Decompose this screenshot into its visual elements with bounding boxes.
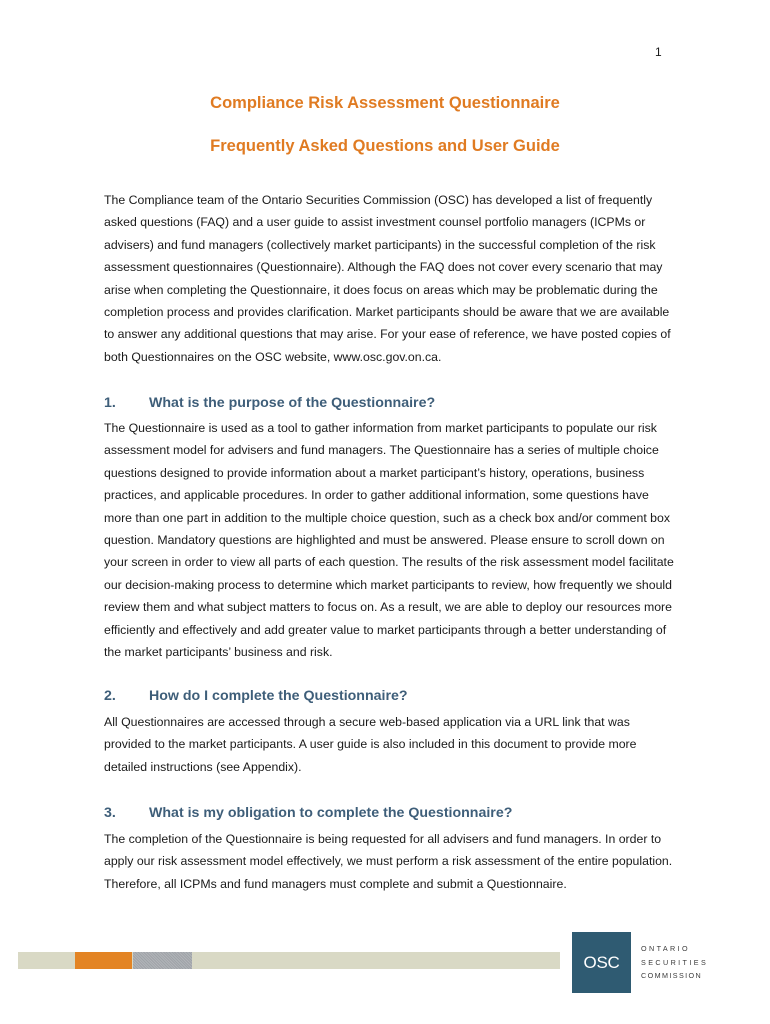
section-number: 3.	[104, 805, 116, 821]
footer-decorative-bar	[18, 952, 560, 969]
section-body-1: The Questionnaire is used as a tool to gather information from market participants to populate our risk assessment model for advisers and fund managers. The Questionnaire has a series of multiple choice questions designed to provide information about a market participant’s history, operations, business practices, and applicable procedures. In order to gather additional information, some questions have more than one part in addition to the multiple choice question, such as a check box and/or comment box question. Mandatory questions are highlighted and must be answered. Please ensure to scroll down on your screen in order to view all parts of each question. The results of the risk assessment model facilitate our decision-making process to determine which market participants to review, how frequently we should review them and what subject matters to focus on. As a result, we are able to deploy our resources more efficiently and effectively and add greater value to market participants through a better understanding of the market participants’ business and risk.	[104, 421, 674, 660]
intro-paragraph: The Compliance team of the Ontario Securities Commission (OSC) has developed a list of frequently asked questions (FAQ) and a user guide to assist investment counsel portfolio managers (ICPMs or advisers) and fund managers (collectively market participants) in the successful completion of the risk assessment questionnaires (Questionnaire). Although the FAQ does not cover every scenario that may arise when completing the Questionnaire, it does focus on areas which may be problematic during the completion process and provides clarification. Market participants should be aware that we are available to answer any additional questions that may arise. For your ease of reference, we have posted copies of both Questionnaires on the OSC website, www.osc.gov.on.ca.	[104, 193, 671, 364]
section-number: 2.	[104, 688, 116, 704]
section-title: What is my obligation to complete the Questionnaire?	[149, 805, 513, 821]
logo-text-ontario: ONTARIO	[641, 944, 691, 953]
logo-text-securities: SECURITIES	[641, 958, 709, 967]
footer-bar-orange-segment	[75, 952, 132, 969]
section-title: What is the purpose of the Questionnaire?	[149, 395, 436, 411]
section-number: 1.	[104, 395, 116, 411]
section-heading-2	[104, 688, 408, 704]
osc-logo-abbr: OSC	[583, 952, 620, 972]
section-heading-3	[104, 805, 512, 821]
section-heading-1	[104, 395, 435, 411]
osc-logo	[572, 932, 631, 993]
section-body-3: The completion of the Questionnaire is being requested for all advisers and fund managers. In order to apply our risk assessment model effectively, we must perform a risk assessment of the entire population. Therefore, all ICPMs and fund managers must complete and submit a Questionnaire.	[104, 832, 673, 891]
logo-text-commission: COMMISSION	[641, 971, 703, 980]
document-title: Compliance Risk Assessment Questionnaire	[210, 94, 560, 112]
document-subtitle: Frequently Asked Questions and User Guide	[210, 137, 560, 155]
section-title: How do I complete the Questionnaire?	[149, 688, 408, 704]
page-number: 1	[655, 45, 662, 59]
footer-bar-gray-segment	[133, 952, 192, 969]
section-body-2: All Questionnaires are accessed through a secure web-based application via a URL link that was provided to the market participants. A user guide is also included in this document to provide more detailed instructions (see Appendix).	[104, 715, 637, 774]
